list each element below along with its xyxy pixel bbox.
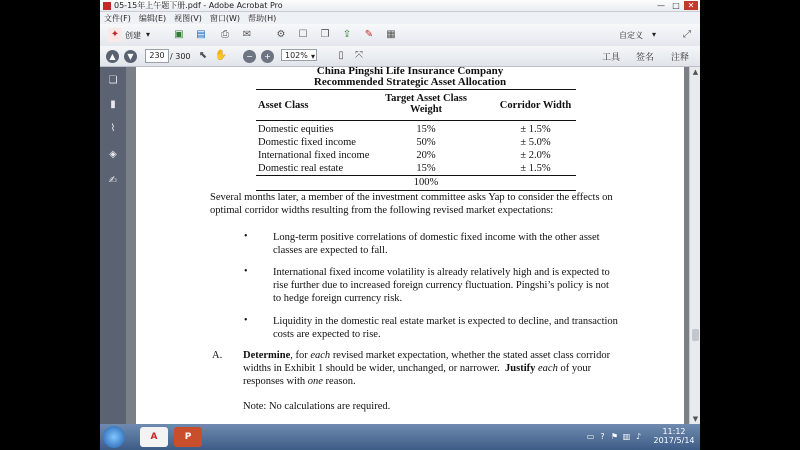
question-line1 [243,349,610,362]
prev-page-icon[interactable]: ▲ [106,50,119,63]
clock-time: 11:12 [662,427,686,436]
bullet-2-line2: rise further due to increased foreign currency fluctuation. Pingshi’s policy is not [273,280,609,291]
create-dropdown-icon[interactable]: ▾ [146,30,151,39]
windows-taskbar [100,424,700,450]
menu-window[interactable]: 窗口(W) [209,13,241,23]
cell-corridor: ± 2.0% [520,150,551,161]
cell-corridor: ± 1.5% [520,163,551,174]
system-tray [586,427,696,447]
question-text: revised market expectation, whether the stated asset class corridor [330,350,611,361]
asset-allocation-table [256,89,576,191]
bullet-marker: • [244,266,248,277]
taskbar-clock[interactable] [652,427,696,445]
scroll-up-icon[interactable]: ▲ [692,68,699,76]
window-controls [654,1,698,10]
pdf-page [136,67,684,424]
header-corridor-width: Corridor Width [499,100,572,111]
maximize-button[interactable]: □ [672,1,680,10]
keyboard-icon[interactable]: ▭ [586,432,595,441]
full-screen-icon[interactable]: ⤧ [355,50,363,61]
zoom-out-icon[interactable]: − [243,50,256,63]
email-icon[interactable]: ✉ [242,29,252,40]
powerpoint-taskbar-icon[interactable]: P [174,427,202,447]
comment-bubble-icon[interactable]: ☐ [298,29,308,40]
create-button-label[interactable]: 创建 [125,31,141,40]
fit-page-icon[interactable]: ▯ [338,50,344,61]
page-number-input[interactable]: 230 [145,49,169,63]
page-total: / 300 [170,52,191,61]
table-subtitle: Recommended Strategic Asset Allocation [313,76,507,88]
table-header-row [256,89,576,121]
zoom-level-select[interactable]: 102% [281,49,317,61]
select-cursor-icon[interactable]: ⬉ [198,50,208,61]
scroll-down-icon[interactable]: ▼ [692,415,699,423]
create-pdf-icon[interactable]: ✦ [108,28,122,42]
question-keyword-justify: Justify [505,363,536,374]
cell-asset: Domestic real estate [258,163,344,174]
cell-asset: International fixed income [258,150,370,161]
acrobat-app-icon [103,2,111,10]
bullet-2-line1: International fixed income volatility is already relatively high and is expected to [273,267,610,278]
table-row [256,136,576,149]
menu-help[interactable]: 帮助(H) [248,13,277,23]
intro-paragraph-line1: Several months later, a member of the investment committee asks Yap to consider the effects on [210,192,613,203]
minimize-button[interactable]: — [657,1,665,10]
question-emphasis: each [310,350,331,361]
table-row [256,162,576,175]
cell-weight: 50% [416,137,436,148]
main-toolbar [100,24,700,47]
title-bar [100,0,700,12]
question-text: of your [557,363,592,374]
header-target-weight-line2: Weight [409,104,443,115]
window-title: 05-15年上午题下册.pdf - Adobe Acrobat Pro [114,1,283,10]
bullet-1-line1: Long-term positive correlations of domestic fixed income with the other asset [273,232,600,243]
cell-asset: Domestic fixed income [258,137,356,148]
bullet-3-line2: costs are expected to rise. [273,329,381,340]
next-page-icon[interactable]: ▼ [124,50,137,63]
save-icon[interactable]: ▤ [196,29,206,40]
print-icon[interactable]: ⎙ [221,29,229,40]
scrollbar-thumb[interactable] [692,329,699,341]
sign-pane-link[interactable]: 签名 [636,53,655,63]
bullet-2-line3: to hedge foreign currency risk. [273,293,403,304]
acrobat-taskbar-icon[interactable]: A [140,427,168,447]
question-label: A. [212,350,223,361]
bullet-marker: • [244,315,248,326]
form-icon[interactable]: ▦ [386,29,396,40]
hand-tool-icon[interactable]: ✋ [214,50,228,61]
customize-label[interactable]: 自定义 [619,31,643,40]
table-company-title: China Pingshi Life Insurance Company [316,67,504,77]
menu-view[interactable]: 视图(V) [174,13,202,23]
open-folder-icon[interactable]: ▣ [174,29,184,40]
settings-gear-icon[interactable]: ⚙ [276,29,286,40]
start-button-icon[interactable] [103,426,125,448]
question-text: , for [290,350,311,361]
question-line2 [243,362,591,375]
help-icon[interactable]: ? [600,432,605,441]
note-text: Note: No calculations are required. [243,401,391,412]
customize-dropdown-icon[interactable]: ▾ [652,30,657,39]
vertical-scrollbar[interactable] [689,67,700,424]
navigation-toolbar [100,46,700,67]
cell-corridor: ± 1.5% [520,124,551,135]
intro-paragraph-line2: optimal corridor widths resulting from the following revised market expectations: [210,205,554,216]
notification-flag-icon[interactable]: ⚑ [610,432,619,441]
table-row [256,149,576,162]
page-thumbnails-icon[interactable]: ❏ [108,75,118,86]
layers-icon[interactable]: ◈ [109,149,117,160]
menu-bar [100,12,700,24]
network-icon[interactable]: ▥ [622,432,631,441]
bullet-marker: • [244,231,248,242]
cell-weight: 15% [416,124,436,135]
tools-pane-link[interactable]: 工具 [602,53,621,63]
comment-pane-link[interactable]: 注释 [671,53,690,63]
header-target-weight-line1: Target Asset Class [385,93,467,104]
question-text: responses with [243,376,308,387]
close-button[interactable]: ✕ [684,1,698,10]
cell-weight: 15% [416,163,436,174]
zoom-in-icon[interactable]: + [261,50,274,63]
attachments-paperclip-icon[interactable]: ⌇ [110,123,116,134]
combine-files-icon[interactable]: ❐ [320,29,330,40]
share-icon[interactable]: ⇪ [342,29,352,40]
question-emphasis: each [535,363,558,374]
cell-weight: 20% [416,150,436,161]
table-total-row [256,175,576,191]
clock-date: 2017/5/14 [653,436,695,445]
expand-icon[interactable]: ⤢ [683,29,691,40]
navigation-pane [100,67,126,424]
cell-corridor: ± 5.0% [520,137,551,148]
bullet-3-line1: Liquidity in the domestic real estate market is expected to decline, and transaction [273,316,618,327]
signatures-icon[interactable]: ✍ [108,175,118,186]
cell-asset: Domestic equities [258,124,334,135]
bookmarks-icon[interactable]: ▮ [110,99,116,110]
question-emphasis: one [307,376,323,387]
question-text: reason. [322,376,356,387]
question-line3 [243,375,356,388]
menu-file[interactable]: 文件(F) [104,13,131,23]
bullet-1-line2: classes are expected to fall. [273,245,388,256]
question-text: widths in Exhibit 1 should be wider, unchanged, or narrower. [243,363,506,374]
zoom-dropdown-icon[interactable]: ▾ [311,52,316,61]
document-view[interactable] [126,67,689,424]
acrobat-window [100,0,700,450]
header-asset-class: Asset Class [258,100,309,111]
review-icon[interactable]: ✎ [364,29,374,40]
total-weight: 100% [413,177,439,188]
question-keyword-determine: Determine [243,350,291,361]
volume-icon[interactable]: ♪ [635,432,642,441]
table-row [256,123,576,136]
menu-edit[interactable]: 编辑(E) [138,13,167,23]
